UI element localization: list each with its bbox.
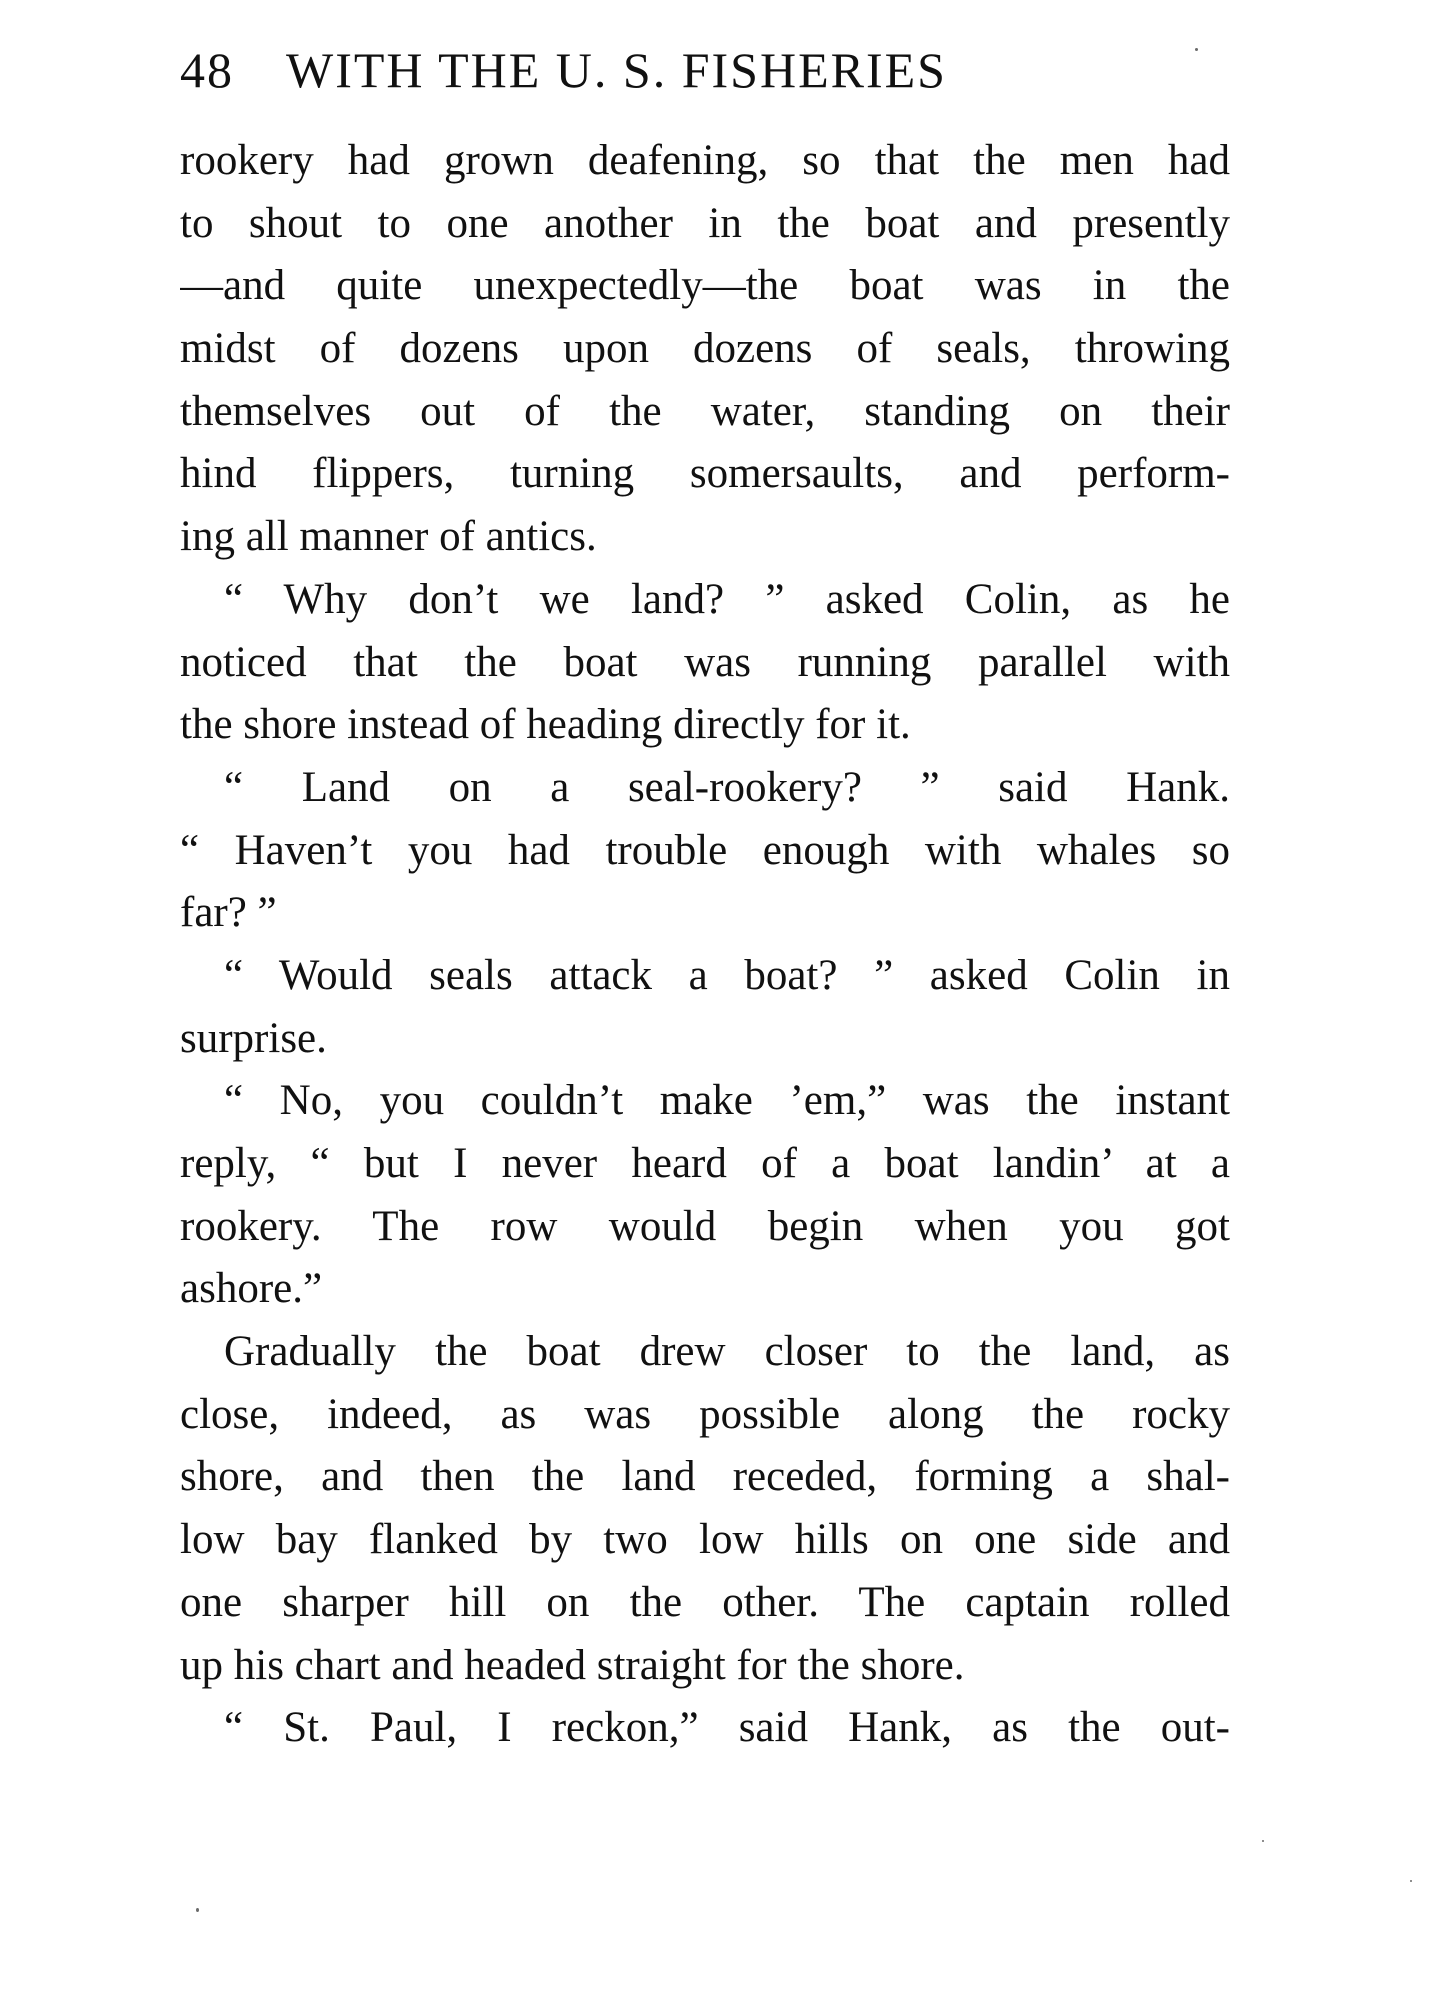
text-line: —and quite unexpectedly—the boat was in the bbox=[180, 262, 1230, 310]
text-line: noticed that the boat was running parallel with bbox=[180, 638, 1230, 686]
text-line: rookery had grown deafening, so that the men had bbox=[180, 137, 1230, 184]
text-line: “ Land on a seal-rookery? ” said Hank. bbox=[224, 763, 1230, 811]
text-line: to shout to one another in the boat and presently bbox=[180, 199, 1230, 247]
text-line: “ Would seals attack a boat? ” asked Colin in bbox=[224, 951, 1230, 999]
text-line: “ No, you couldn’t make ’em,” was the instant bbox=[224, 1077, 1230, 1125]
text-line: ing all manner of antics. bbox=[180, 513, 597, 561]
text-line: “ St. Paul, I reckon,” said Hank, as the out- bbox=[224, 1704, 1230, 1752]
text-line: themselves out of the water, standing on their bbox=[180, 387, 1230, 435]
text-line: the shore instead of heading directly for it. bbox=[180, 701, 911, 749]
running-head bbox=[180, 40, 1230, 100]
text-line: “ Haven’t you had trouble enough with whales so bbox=[180, 826, 1230, 874]
paper-speck bbox=[1262, 1840, 1264, 1842]
text-line: hind flippers, turning somersaults, and perform- bbox=[180, 450, 1230, 498]
text-line: reply, “ but I never heard of a boat landin’ at a bbox=[180, 1140, 1230, 1187]
paper-speck bbox=[1195, 48, 1198, 51]
text-line: far? ” bbox=[180, 889, 277, 937]
paper-speck bbox=[1410, 1880, 1412, 1882]
text-line: surprise. bbox=[180, 1014, 327, 1062]
text-line: close, indeed, as was possible along the rocky bbox=[180, 1390, 1230, 1438]
text-line: midst of dozens upon dozens of seals, throwing bbox=[180, 325, 1230, 373]
text-line: one sharper hill on the other. The captain rolled bbox=[180, 1578, 1230, 1626]
text-line: rookery. The row would begin when you got bbox=[180, 1202, 1230, 1250]
running-title: WITH THE U. S. FISHERIES bbox=[286, 42, 947, 98]
paper-speck bbox=[196, 1908, 199, 1912]
text-line: low bay flanked by two low hills on one side and bbox=[180, 1516, 1230, 1564]
text-line: Gradually the boat drew closer to the land, as bbox=[224, 1328, 1230, 1376]
text-line: ashore.” bbox=[180, 1265, 323, 1313]
page-number: 48 bbox=[180, 42, 234, 98]
text-line: shore, and then the land receded, forming a shal- bbox=[180, 1453, 1230, 1501]
text-line: “ Why don’t we land? ” asked Colin, as he bbox=[224, 575, 1230, 623]
body-text bbox=[180, 130, 1230, 1760]
text-line: up his chart and headed straight for the shore. bbox=[180, 1641, 965, 1689]
